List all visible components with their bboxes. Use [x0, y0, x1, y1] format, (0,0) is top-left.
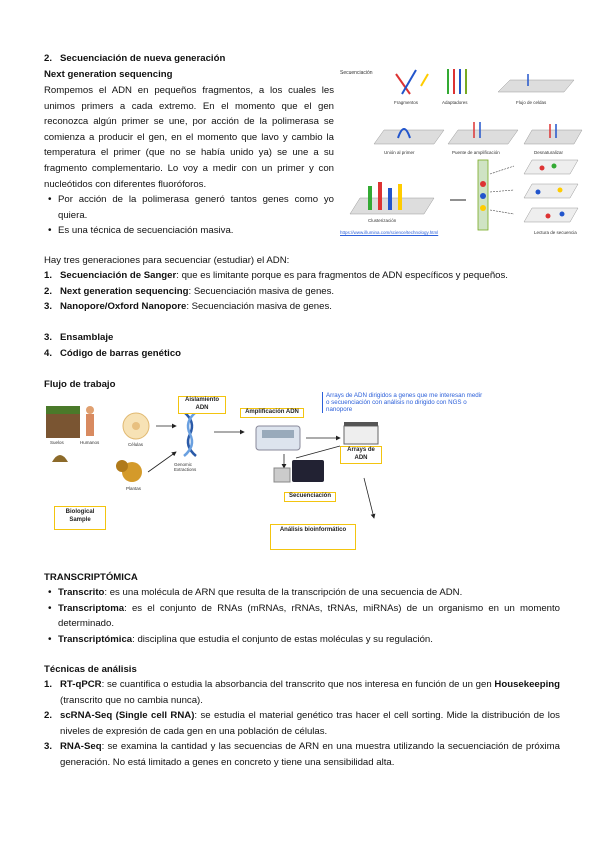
fig-label: Desnaturalizar [534, 150, 564, 155]
fig-label: Células [128, 442, 144, 447]
list-item: 2. scRNA-Seq (Single cell RNA): se estudia el material genético tras hacer el cell sorting. Mide la distribución de los niveles de expresión de cada gen en una población de células. [44, 710, 560, 737]
tecnicas-list [44, 677, 560, 771]
list-item: 1. Secuenciación de Sanger: que es limitante porque es para fragmentos de ADN específicos y pequeños. [44, 270, 508, 281]
fig-link[interactable]: https://www.illumina.com/science/technology.html [340, 230, 439, 235]
box-amplificacion: Amplificación ADN [240, 408, 304, 418]
generations-intro: Hay tres generaciones para secuenciar (estudiar) el ADN: [44, 255, 290, 266]
section-number: 2. [44, 53, 53, 64]
list-item: • Transcriptoma: es el conjunto de RNAs (mRNAs, rRNAs, tRNAs, miRNAs) de un organismo en un momento determinado. [44, 601, 560, 632]
ngs-figure [338, 64, 584, 242]
fig-label: Genomic Extractions [174, 462, 197, 472]
section-heading: 4. Código de barras genético [44, 347, 182, 359]
ngs-bullets [44, 192, 334, 239]
box-analisis: Análisis bioinformático [270, 524, 356, 550]
list-item: • Transcrito: es una molécula de ARN que resulta de la transcripción de una secuencia de ADN. [44, 585, 560, 601]
fig-label: Clusterización [368, 218, 397, 223]
section-heading [44, 51, 225, 67]
section-title: Secuenciación de nueva generación [60, 53, 226, 64]
fig-label: Humanos [80, 440, 100, 445]
box-aislamiento: Aislamiento ADN [178, 396, 226, 414]
workflow-note: Arrays de ADN dirigidos a genes que me interesan medir o secuenciación con análisis no dirigido con NGS o nanopore [322, 392, 486, 413]
generations-list [44, 268, 564, 315]
extra-sections [44, 330, 344, 361]
workflow-title: Flujo de trabajo [44, 379, 116, 390]
list-item: 3. Nanopore/Oxford Nanopore: Secuenciación masiva de genes. [44, 301, 332, 313]
fig-label: Unión al primer [384, 150, 415, 155]
fig-label: Puente de amplificación [452, 150, 500, 155]
workflow-figure [44, 392, 564, 552]
fig-label: Adaptadores [442, 100, 468, 105]
fig-label: Fragmentos [394, 100, 419, 105]
list-item: • Por acción de la polimerasa generó tantos genes como yo quiera. [44, 192, 334, 223]
fig-label: Suelos [50, 440, 64, 445]
list-item: • Transcriptómica: disciplina que estudia el conjunto de estas moléculas y su regulación. [44, 632, 560, 648]
subheading: Next generation sequencing [44, 69, 173, 80]
list-item: 2. Next generation sequencing: Secuenciación masiva de genes. [44, 285, 335, 297]
fig-label: Lectura de secuencia [534, 230, 577, 235]
ngs-paragraph: Rompemos el ADN en pequeños fragmentos, a los cuales les unimos primers a cada extremo. En el momento que el gen reconozca algún primer se une, por acción de la polimerasa se comienza a producir el gen, en el momento que lavo y cambio la temperatura el primer (que no se había unido ya) se une a su fragmento complementario. Lo voy a medir con un primer y con nucleótidos con diferentes fluoróforos. [44, 85, 334, 190]
list-item: 3. RNA-Seq: se examina la cantidad y las secuencias de ARN en una muestra utilizando la secuenciación de próxima generación. No está limitado a genes en concreto y tiene una sensibilidad alta. [44, 741, 560, 768]
tecnicas-title: Técnicas de análisis [44, 664, 137, 675]
box-biological: Biological Sample [54, 506, 106, 530]
list-item: • Es una técnica de secuenciación masiva. [44, 223, 334, 239]
box-arrays: Arrays de ADN [340, 446, 382, 464]
box-secuenciacion: Secuenciación [284, 492, 336, 502]
fig-label: Plantas [126, 486, 142, 491]
fig-title: Secuenciación [340, 70, 373, 76]
section-heading: 3. Ensamblaje [44, 332, 114, 343]
transcriptomica-title: TRANSCRIPTÓMICA [44, 572, 138, 583]
transcriptomica-list [44, 585, 560, 647]
fig-label: Flujo de celdas [516, 100, 547, 105]
list-item: 1. RT-qPCR: se cuantifica o estudia la absorbancia del transcrito que nos interesa en función de un gen Housekeeping (transcrito que no cambia nunca). [44, 679, 560, 706]
